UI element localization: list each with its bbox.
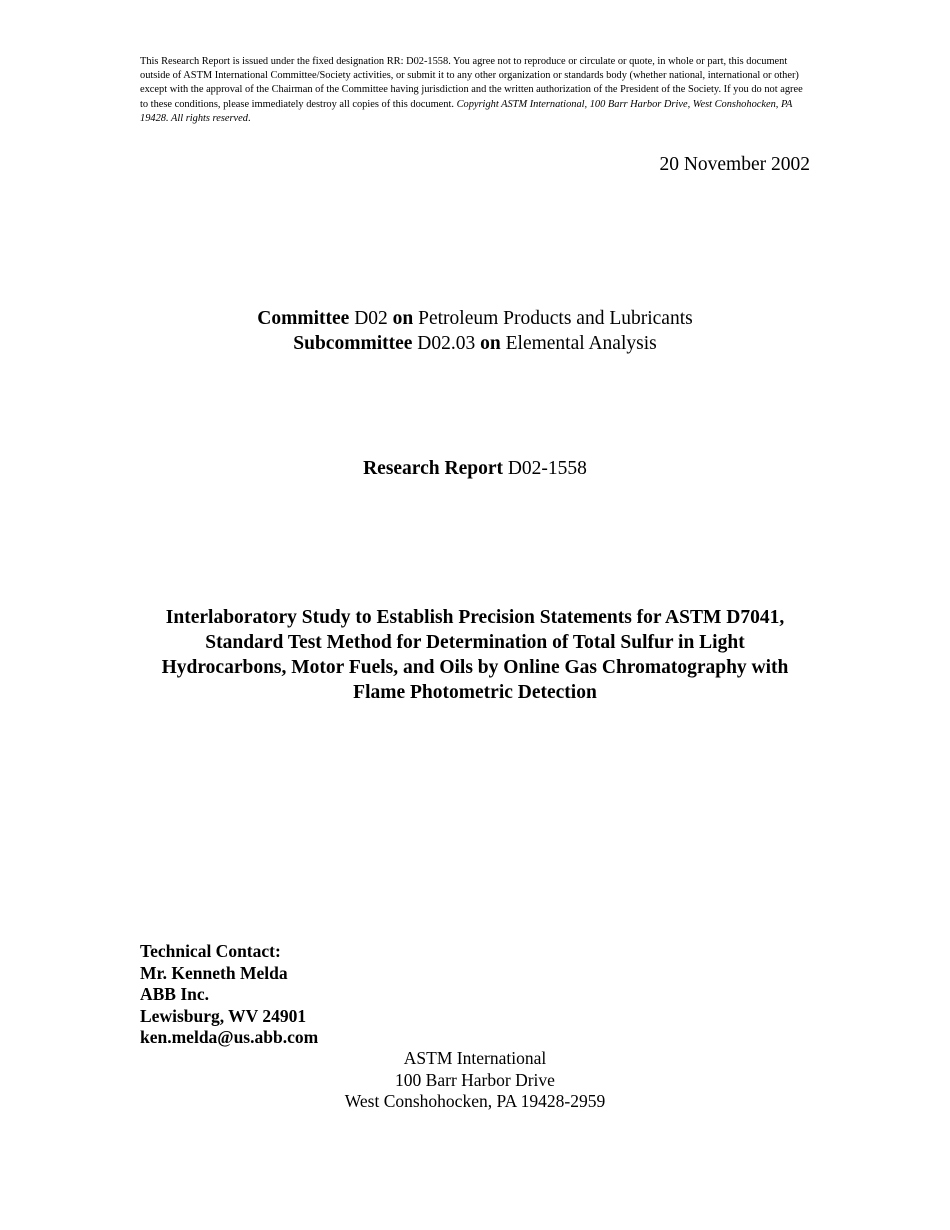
committee-line <box>0 306 950 331</box>
address-org: ASTM International <box>403 1048 547 1068</box>
contact-email: ken.melda@us.abb.com <box>140 1027 319 1047</box>
committee-name: Petroleum Products and Lubricants <box>418 308 693 329</box>
committee-on: on <box>392 308 414 329</box>
address-city: West Conshohocken, PA 19428-2959 <box>344 1091 606 1111</box>
committee-label: Committee <box>257 308 350 329</box>
copyright-notice: Copyright ASTM International, 100 Barr Harbor Drive, West Conshohocken, PA 19428. All rights reserved <box>140 98 793 124</box>
research-report-label: Research Report <box>363 458 503 479</box>
research-report-number: D02-1558 <box>507 458 587 479</box>
notice-text: This Research Report is issued under the fixed designation RR: D02-1558. You agree not to reproduce or circulate or quote, in whole or part, this document outside of ASTM International Committee/Society activities, or submit it to any other organization or standards body (whether national, international or other) except with the approval of the Chairman of the Committee having jurisdiction and the written authorization of the President of the Society. If you do not agree to these conditions, please immediately destroy all copies of this document. <box>140 56 803 110</box>
research-report-line <box>0 456 950 481</box>
subcommittee-label: Subcommittee <box>293 333 413 354</box>
technical-contact <box>140 941 540 1049</box>
committee-code: D02 <box>354 308 388 329</box>
address-street: 100 Barr Harbor Drive <box>395 1069 555 1090</box>
contact-city: Lewisburg, WV 24901 <box>140 1005 307 1026</box>
distribution-notice: This Research Report is issued under the fixed designation RR: D02-1558. You agree not to reproduce or circulate or quote, in whole or part, this document outside of ASTM International Committee/Society activities, or submit it to any other organization or standards body (whether national, international or other) except with the approval of the Chairman of the Committee having jurisdiction and the written authorization of the President of the Society. If you do not agree to these conditions, please immediately destroy all copies of this document. Copyright ASTM International, 100 Barr Harbor Drive, West Conshohocken, PA 19428. All rights reserved. <box>140 56 803 124</box>
subcommittee-name: Elemental Analysis <box>505 333 657 354</box>
subcommittee-line <box>0 331 950 356</box>
contact-name: Mr. Kenneth Melda <box>140 962 288 983</box>
contact-heading: Technical Contact: <box>140 941 281 961</box>
contact-company: ABB Inc. <box>140 984 210 1004</box>
astm-address <box>0 1048 950 1113</box>
subcommittee-on: on <box>480 333 501 354</box>
study-title: Interlaboratory Study to Establish Precision Statements for ASTM D7041, Standard Test Method for Determination of Total Sulfur in Light Hydrocarbons, Motor Fuels, and Oils by Online Gas Chromatography with Flame Photometric Detection <box>161 607 789 703</box>
report-date: 20 November 2002 <box>659 154 810 175</box>
committee-block <box>0 306 950 356</box>
subcommittee-code: D02.03 <box>417 333 476 354</box>
